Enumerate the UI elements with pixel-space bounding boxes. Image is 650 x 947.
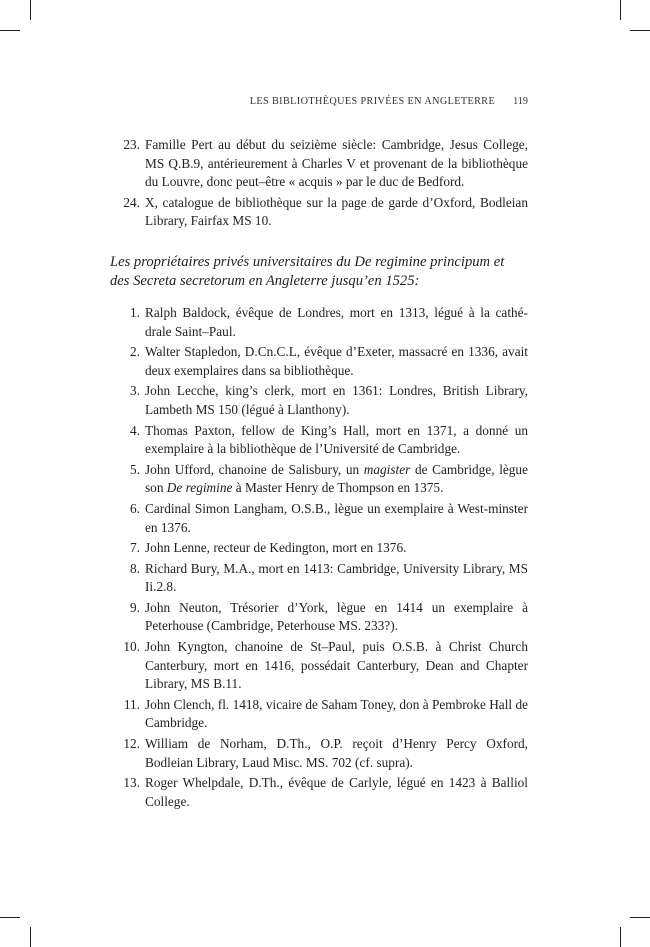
list-item [110, 638, 528, 694]
item-number: 4. [130, 422, 140, 438]
item-text-after: à Master Henry de Thompson en 1375. [232, 480, 444, 496]
crop-mark [30, 0, 31, 20]
list-item [110, 735, 528, 772]
crop-mark [630, 917, 650, 918]
item-text: Cardinal Simon Langham, O.S.B., lègue un exemplaire à West-minster en 1376. [145, 500, 528, 535]
list-item [110, 539, 528, 558]
item-text: X, catalogue de bibliothèque sur la page de garde d’Oxford, Bodleian Library, Fairfax MS 10. [145, 194, 528, 229]
item-text: Roger Whelpdale, D.Th., évêque de Carlyle, légué en 1423 à Balliol College. [145, 775, 528, 809]
item-number: 7. [130, 540, 140, 556]
running-head-title: LES BIBLIOTHÈQUES PRIVÉES EN ANGLETERRE [249, 96, 496, 107]
item-number: 24. [123, 194, 140, 210]
list-item [110, 599, 528, 636]
list-item [110, 304, 528, 341]
item-number: 23. [123, 137, 140, 152]
item-number: 6. [130, 500, 140, 516]
list-item [110, 560, 528, 597]
list-item [110, 343, 528, 380]
list-item [110, 194, 528, 231]
list-continued [110, 136, 528, 231]
crop-mark [0, 917, 20, 918]
item-text: Thomas Paxton, fellow de King’s Hall, mort en 1371, a donné un exemplaire à la bibliothèque de l’Université de Cambridge. [145, 422, 528, 457]
crop-mark [620, 0, 621, 20]
list-item [110, 461, 528, 498]
italic-term: magister [363, 461, 411, 477]
italic-title: De regimine [166, 480, 233, 496]
list-owners [110, 304, 528, 811]
item-number: 1. [130, 304, 140, 320]
list-item [110, 422, 528, 459]
item-text: John Neuton, Trésorier d’York, lègue en 1414 un exemplaire à Peterhouse (Cambridge, Peterhouse MS. 233?). [145, 599, 528, 634]
list-item [110, 136, 528, 192]
list-item [110, 500, 528, 537]
item-number: 9. [130, 599, 140, 615]
crop-mark [0, 30, 20, 31]
item-text: William de Norham, D.Th., O.P. reçoit d’Henry Percy Oxford, Bodleian Library, Laud Misc. MS. 702 (cf. supra). [145, 736, 528, 770]
list-item [110, 382, 528, 419]
item-number: 3. [130, 383, 140, 399]
section-heading: Les propriétaires privés universitaires du De regimine principum et des Secreta secretorum en Angleterre jusqu’en 1525: [110, 253, 505, 290]
item-text: John Lenne, recteur de Kedington, mort en 1376. [145, 540, 407, 556]
item-text: John Kyngton, chanoine de St–Paul, puis O.S.B. à Christ Church Canterbury, mort en 1416, possédait Canterbury, Dean and Chapter Library, MS B.11. [145, 639, 528, 692]
item-text: Richard Bury, M.A., mort en 1413: Cambridge, University Library, MS Ii.2.8. [145, 560, 528, 595]
item-text: Famille Pert au début du seizième siècle: Cambridge, Jesus College, MS Q.B.9, antérieurement à Charles V et provenant de la bibliothèque du Louvre, donc peut–être « acquis » par le duc de Bedford. [145, 137, 528, 190]
item-number: 12. [123, 736, 140, 752]
item-number: 10. [123, 639, 140, 655]
item-number: 13. [123, 775, 140, 791]
item-text: Ralph Baldock, évêque de Londres, mort en 1313, légué à la cathé-drale Saint–Paul. [145, 304, 528, 339]
item-text: John Lecche, king’s clerk, mort en 1361: Londres, British Library, Lambeth MS 150 (légué à Llanthony). [145, 383, 528, 417]
list-item [110, 774, 528, 811]
crop-mark [30, 927, 31, 947]
item-number: 8. [130, 560, 140, 576]
running-head [110, 96, 528, 107]
item-text: Walter Stapledon, D.Cn.C.L, évêque d’Exeter, massacré en 1336, avait deux exemplaires dans sa bibliothèque. [145, 344, 528, 378]
item-text-before: John Ufford, chanoine de Salisbury, un [145, 461, 364, 477]
crop-mark [620, 927, 621, 947]
item-number: 5. [130, 461, 140, 477]
list-item [110, 696, 528, 733]
crop-mark [630, 30, 650, 31]
page-number: 119 [513, 96, 528, 107]
item-number: 2. [130, 344, 140, 360]
item-number: 11. [123, 696, 140, 712]
item-text-middle: de Cambridge, lègue son [145, 461, 528, 496]
item-text: John Clench, fl. 1418, vicaire de Saham Toney, don à Pembroke Hall de Cambridge. [145, 696, 528, 731]
page-body [110, 136, 528, 813]
